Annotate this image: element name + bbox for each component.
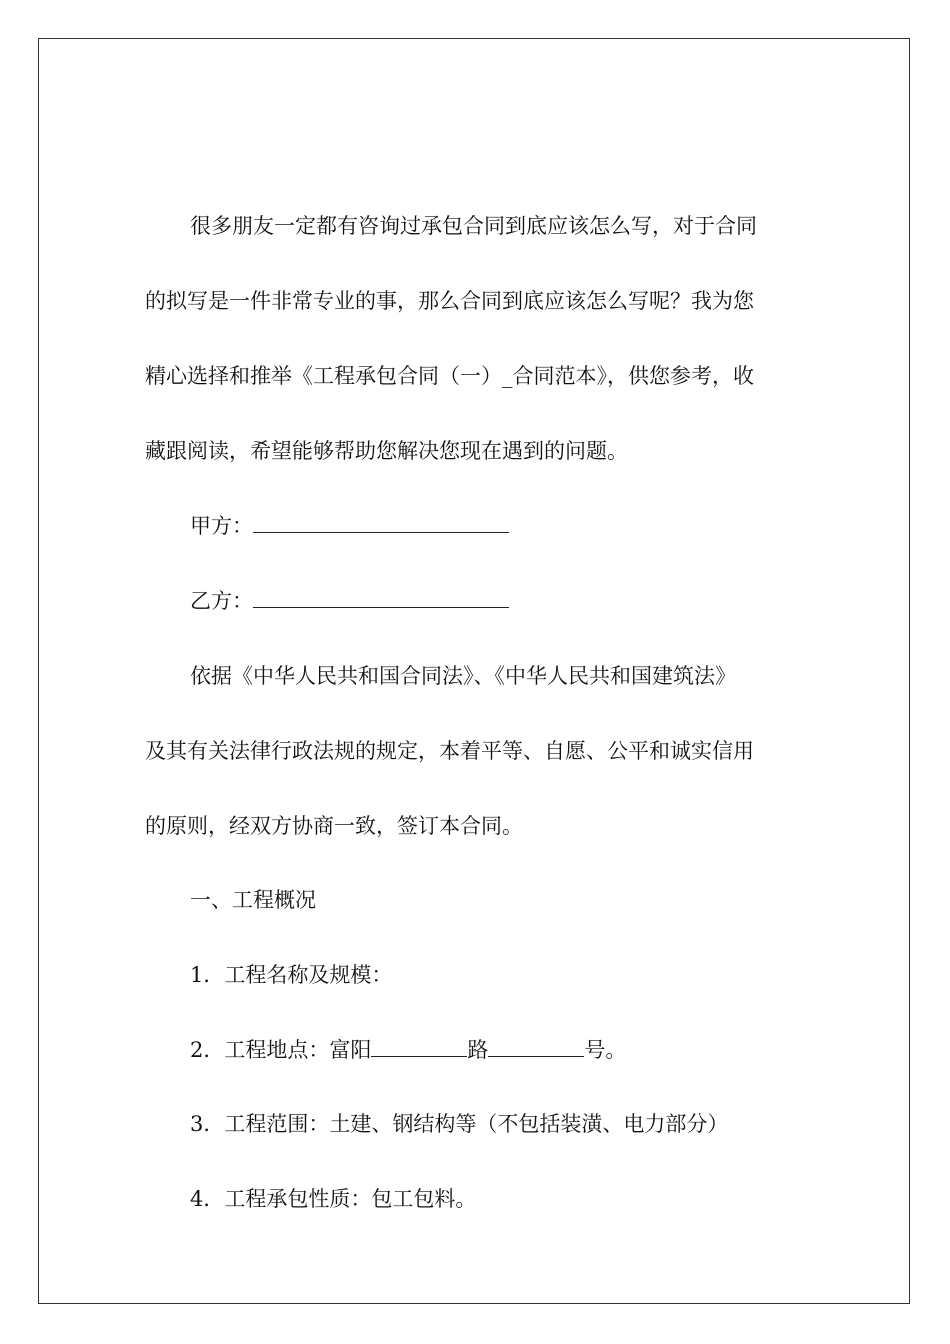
intro-line-3: 精心选择和推举《工程承包合同（一）_合同范本》，供您参考，收 [145,364,754,388]
number-blank[interactable] [488,1055,584,1057]
party-a-blank[interactable] [253,531,509,533]
party-a-line [190,512,509,540]
party-a-label: 甲方： [190,514,253,538]
basis-line-3: 的原则，经双方协商一致，签订本合同。 [145,814,523,838]
road-blank[interactable] [371,1055,467,1057]
section-title-project-overview: 一、工程概况 [190,888,316,912]
basis-line-1: 依据《中华人民共和国合同法》、《中华人民共和国建筑法》 [190,664,736,688]
item-2 [190,1036,626,1064]
intro-line-4: 藏跟阅读，希望能够帮助您解决您现在遇到的问题。 [145,439,628,463]
item-4: 4．工程承包性质：包工包料。 [190,1187,477,1211]
party-b-line [190,587,509,615]
basis-line-2: 及其有关法律行政法规的规定，本着平等、自愿、公平和诚实信用 [145,739,754,763]
item-2-number: 号。 [584,1038,627,1062]
intro-line-1: 很多朋友一定都有咨询过承包合同到底应该怎么写，对于合同 [190,214,757,238]
item-2-label: 2．工程地点：富阳 [190,1038,372,1062]
party-b-blank[interactable] [253,606,509,608]
item-2-road: 路 [467,1038,489,1062]
item-3: 3．工程范围：土建、钢结构等（不包括装潢、电力部分） [190,1112,729,1136]
party-b-label: 乙方： [190,589,253,613]
intro-line-2: 的拟写是一件非常专业的事，那么合同到底应该怎么写呢？我为您 [145,289,754,313]
item-1: 1．工程名称及规模： [190,963,393,987]
